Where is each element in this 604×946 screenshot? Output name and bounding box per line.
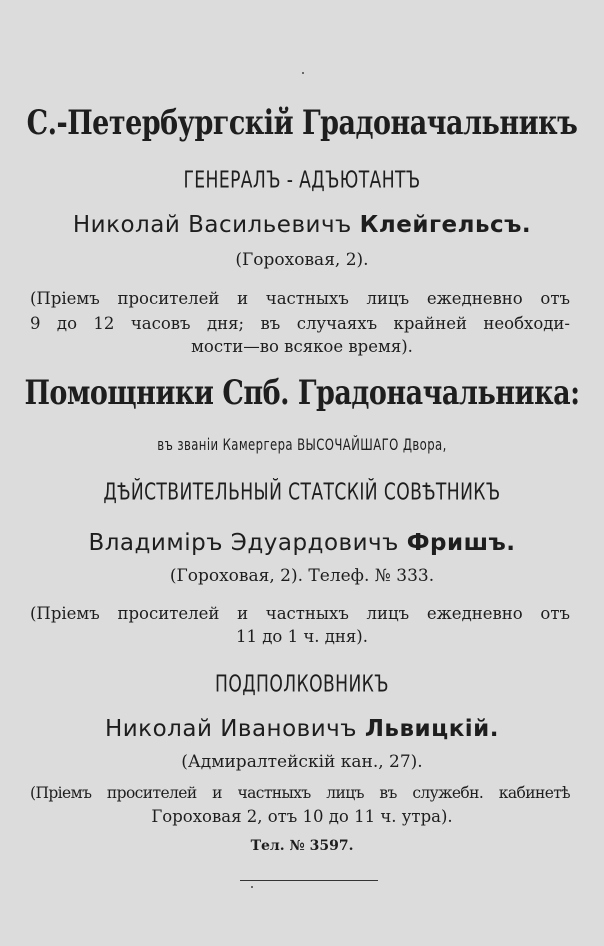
person-frish-surname: Фришъ. bbox=[406, 530, 516, 556]
reception-line-2: 9 до 12 часовъ дня; въ случаяхъ крайней необходи- bbox=[30, 314, 570, 333]
reception3-line-2: Гороховая 2, отъ 10 до 11 ч. утра). bbox=[151, 807, 453, 826]
person-lvitsky-given-names: Николай Ивановичъ bbox=[104, 716, 365, 742]
person-kleigels bbox=[0, 212, 604, 238]
address-lvitsky: (Адмиралтейскій кан., 27). bbox=[181, 752, 423, 772]
phone-lvitsky: Тел. № 3597. bbox=[250, 838, 354, 854]
print-speck bbox=[302, 72, 304, 74]
heading-assistants: Помощники Спб. Градоначальника: bbox=[24, 374, 580, 413]
reception2-line-2: 11 до 1 ч. дня). bbox=[236, 627, 368, 646]
address-frish: (Гороховая, 2). Телеф. № 333. bbox=[169, 566, 435, 586]
person-kleigels-given-names: Николай Васильевичъ bbox=[72, 212, 360, 238]
closing-rule bbox=[240, 880, 378, 881]
person-frish bbox=[0, 530, 604, 556]
print-speck-2 bbox=[251, 886, 253, 888]
address-kleigels: (Гороховая, 2). bbox=[235, 250, 369, 270]
reception-line-3: мости—во всякое время). bbox=[191, 337, 413, 356]
person-lvitsky bbox=[0, 716, 604, 742]
reception2-line-1: (Пріемъ просителей и частныхъ лицъ ежедневно отъ bbox=[30, 604, 570, 623]
reception3-line-1: (Пріемъ просителей и частныхъ лицъ въ служебн. кабинетѣ bbox=[30, 784, 570, 802]
rank-lieutenant-colonel: ПОДПОЛКОВНИКЪ bbox=[215, 671, 389, 698]
person-lvitsky-surname: Львицкій. bbox=[364, 716, 500, 742]
reception-line-1: (Пріемъ просителей и частныхъ лицъ ежедневно отъ bbox=[30, 289, 570, 308]
court-rank: въ званіи Камергера ВЫСОЧАЙШАГО Двора, bbox=[157, 435, 447, 455]
person-frish-given-names: Владиміръ Эдуардовичъ bbox=[88, 530, 407, 556]
rank-adjutant-general: ГЕНЕРАЛЪ - АДЪЮТАНТЪ bbox=[183, 167, 421, 194]
rank-actual-state-councillor: ДѢЙСТВИТЕЛЬНЫЙ СТАТСКІЙ СОВѢТНИКЪ bbox=[103, 479, 501, 506]
person-kleigels-surname: Клейгельсъ. bbox=[359, 212, 532, 238]
heading-city-governor: С.-Петербургскій Градоначальникъ bbox=[26, 104, 578, 143]
